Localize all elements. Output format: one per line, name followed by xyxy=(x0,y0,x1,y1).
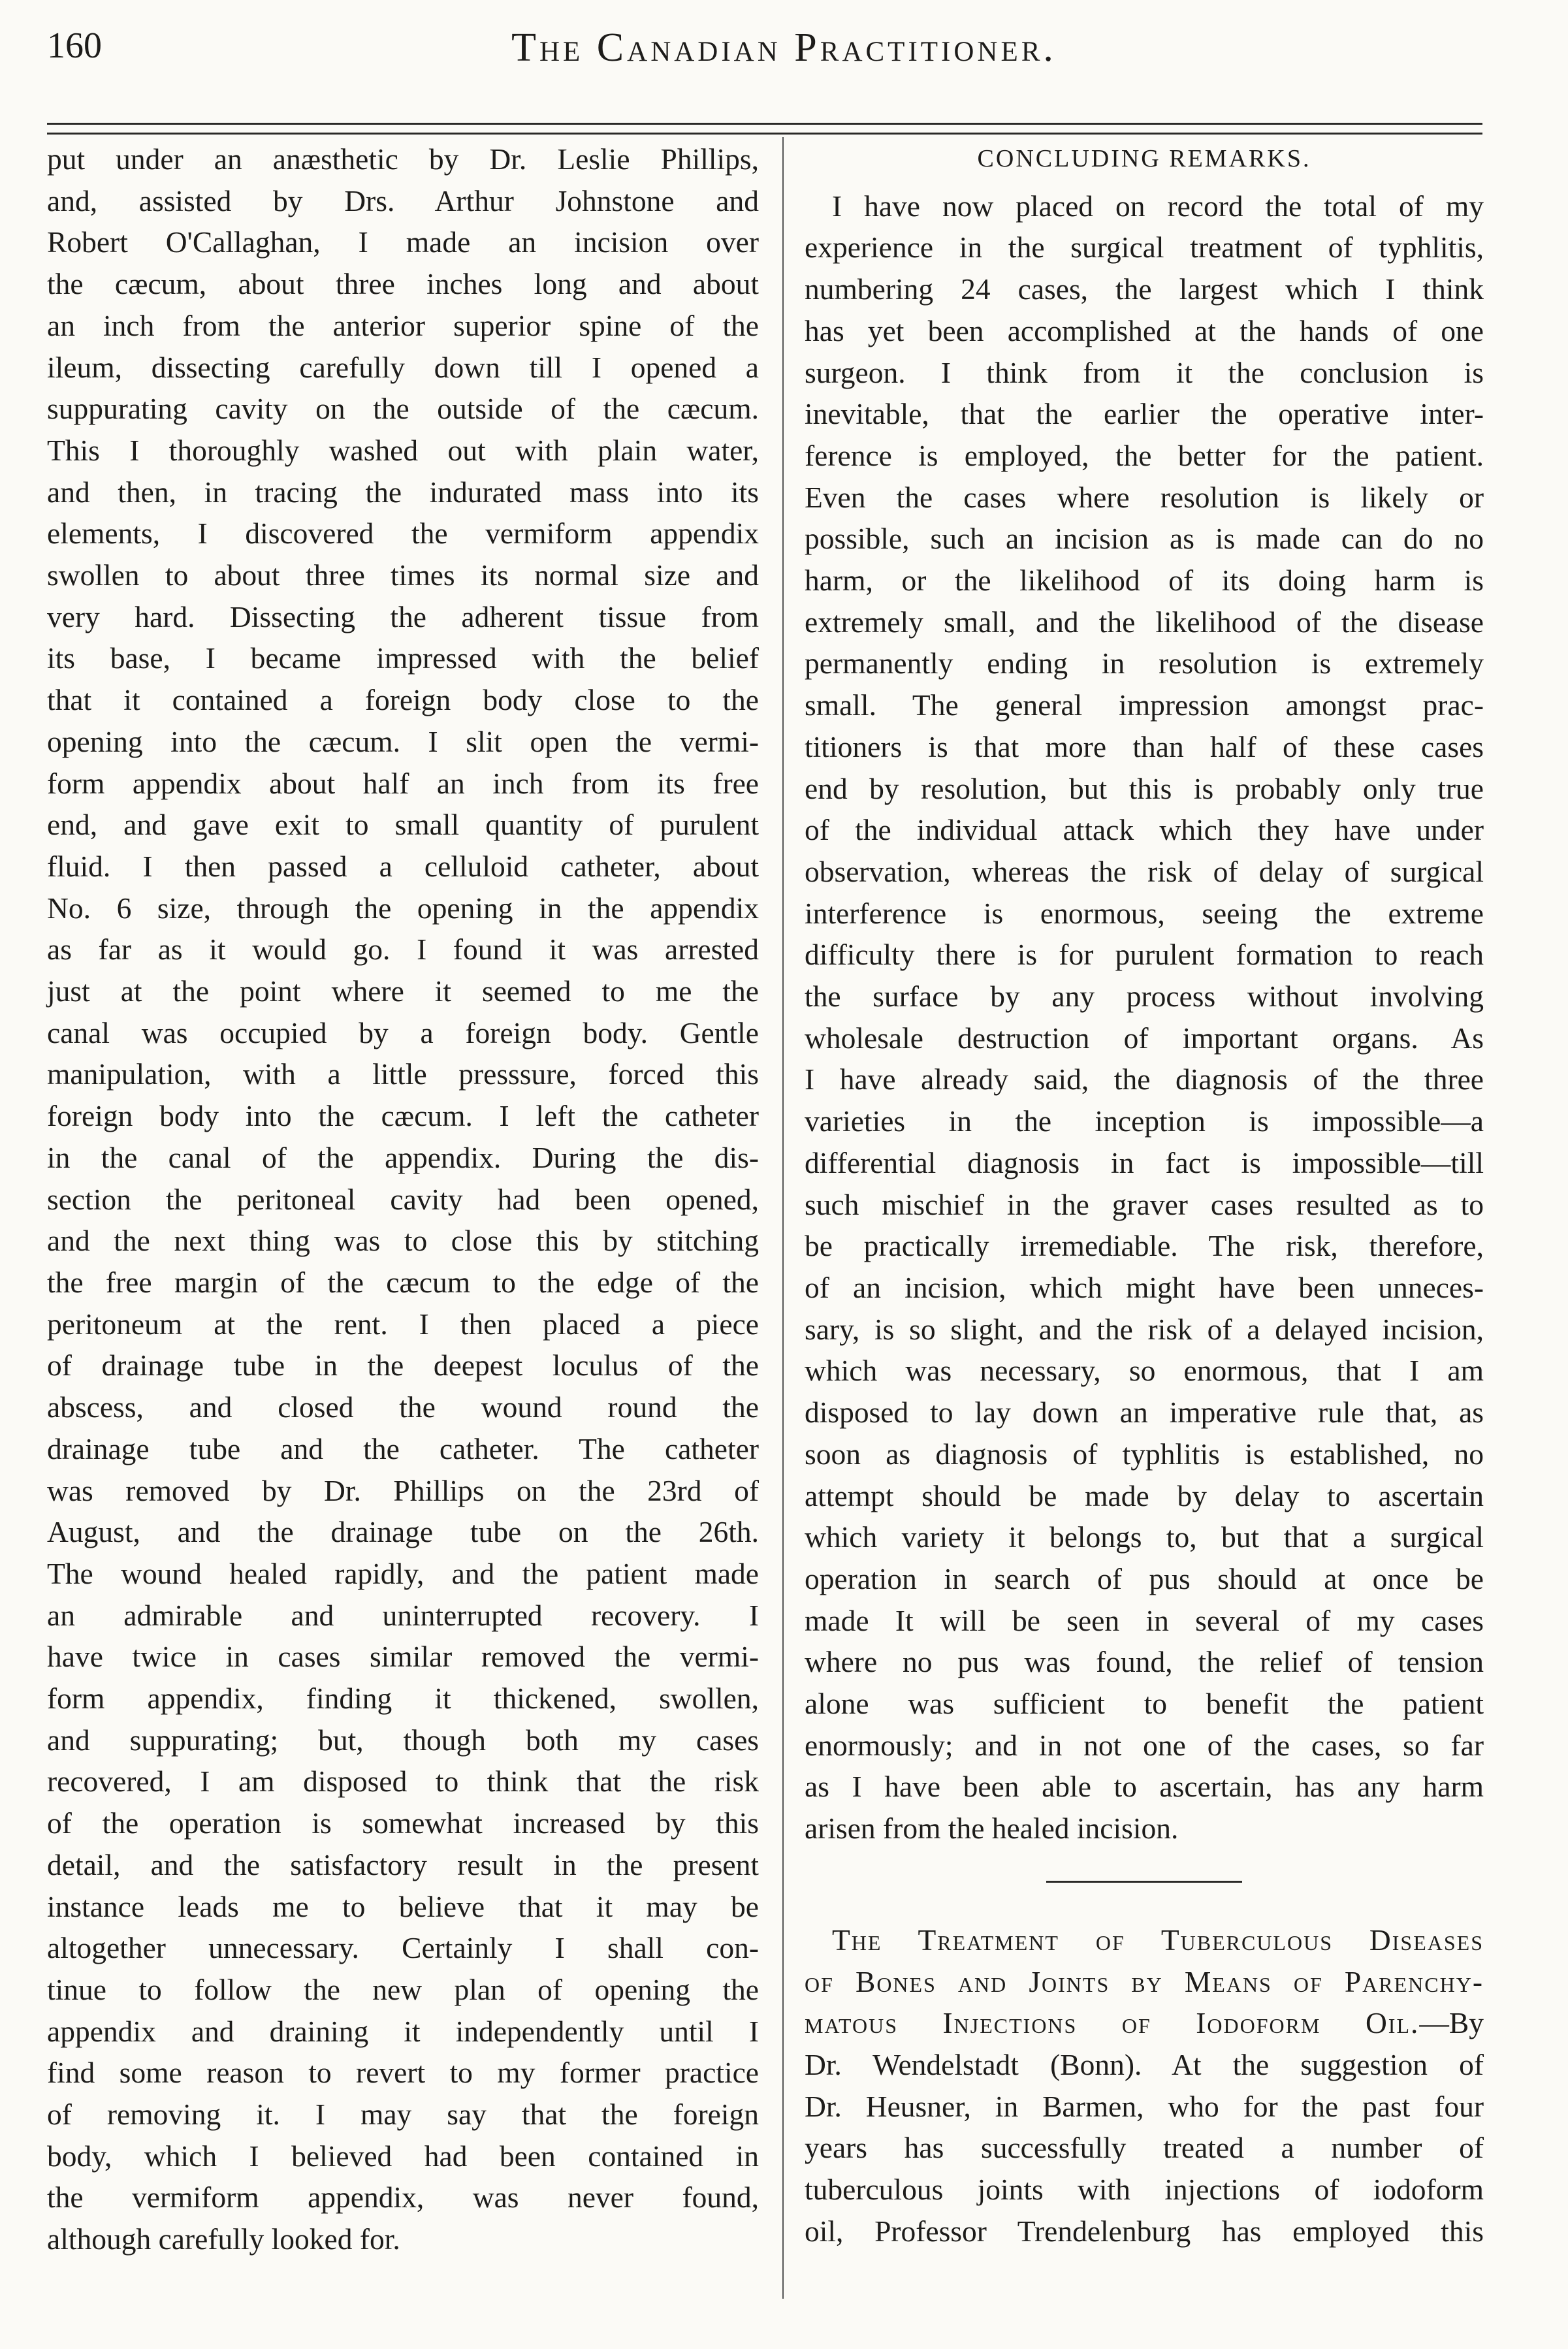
body-line: and then, in tracing the indurated mass into its xyxy=(47,475,759,509)
body-line: observation, whereas the risk of delay of surgical xyxy=(805,854,1484,888)
body-line: end by resolution, but this is probably only true xyxy=(805,771,1484,805)
article-title-line: The Treatment of Tuberculous Diseases xyxy=(832,1923,1484,1957)
article-title-line: matous Injections of Iodoform Oil.—By xyxy=(805,2006,1484,2040)
body-line: form appendix, finding it thickened, swollen, xyxy=(47,1682,759,1716)
body-line: sary, is so slight, and the risk of a delayed incision, xyxy=(805,1312,1484,1346)
body-line: end, and gave exit to small quantity of purulent xyxy=(47,808,759,842)
body-line: This I thoroughly washed out with plain water, xyxy=(47,433,759,467)
body-line: Dr. Heusner, in Barmen, who for the past four xyxy=(805,2089,1484,2123)
body-line: small. The general impression amongst prac- xyxy=(805,688,1484,722)
body-line: an admirable and uninterrupted recovery. I xyxy=(47,1598,759,1632)
body-line: and, assisted by Drs. Arthur Johnstone and xyxy=(47,184,759,217)
body-line: form appendix about half an inch from its free xyxy=(47,766,759,800)
body-line: which was necessary, so enormous, that I am xyxy=(805,1354,1484,1388)
body-line: Robert O'Callaghan, I made an incision over xyxy=(47,225,759,259)
body-line: soon as diagnosis of typhlitis is established, no xyxy=(805,1437,1484,1471)
body-line: find some reason to revert to my former practice xyxy=(47,2056,759,2090)
body-line: be practically irremediable. The risk, therefore, xyxy=(805,1229,1484,1263)
body-line: tinue to follow the new plan of opening the xyxy=(47,1972,759,2006)
body-line: differential diagnosis in fact is impossible—till xyxy=(805,1145,1484,1179)
header-rule-bottom xyxy=(47,133,1482,135)
body-line: has yet been accomplished at the hands of one xyxy=(805,313,1484,347)
body-line: appendix and draining it independently until I xyxy=(47,2014,759,2048)
body-line: put under an anæsthetic by Dr. Leslie Phillips, xyxy=(47,142,759,176)
body-line: recovered, I am disposed to think that the risk xyxy=(47,1765,759,1798)
body-line: difficulty there is for purulent formation to reach xyxy=(805,938,1484,972)
body-line: oil, Professor Trendelenburg has employed this xyxy=(805,2214,1484,2248)
body-line: that it contained a foreign body close to the xyxy=(47,683,759,717)
body-line: although carefully looked for. xyxy=(47,2222,400,2256)
body-line: body, which I believed had been contained in xyxy=(47,2139,759,2173)
body-line: permanently ending in resolution is extremely xyxy=(805,647,1484,680)
column-divider xyxy=(782,137,784,2299)
body-line: surgeon. I think from it the conclusion is xyxy=(805,355,1484,389)
body-line: Even the cases where resolution is likely or xyxy=(805,480,1484,514)
body-line: just at the point where it seemed to me the xyxy=(47,974,759,1008)
body-line: operation in search of pus should at once be xyxy=(805,1561,1484,1595)
body-line: interference is enormous, seeing the extreme xyxy=(805,896,1484,930)
header-rule-top xyxy=(47,123,1482,125)
body-line: foreign body into the cæcum. I left the catheter xyxy=(47,1099,759,1133)
section-separator-rule xyxy=(1046,1881,1242,1883)
body-line: I have now placed on record the total of my xyxy=(832,189,1484,223)
body-line: alone was sufficient to benefit the patient xyxy=(805,1687,1484,1721)
body-line: attempt should be made by delay to ascertain xyxy=(805,1478,1484,1512)
body-line: ileum, dissecting carefully down till I opened a xyxy=(47,350,759,384)
body-line: varieties in the inception is impossible—a xyxy=(805,1104,1484,1138)
body-line: titioners is that more than half of these cases xyxy=(805,729,1484,763)
body-line: wholesale destruction of important organs. As xyxy=(805,1021,1484,1055)
section-heading: CONCLUDING REMARKS. xyxy=(977,145,1311,172)
body-line: No. 6 size, through the opening in the appendix xyxy=(47,891,759,925)
body-line: of drainage tube in the deepest loculus of the xyxy=(47,1349,759,1382)
body-line: disposed to lay down an imperative rule that, as xyxy=(805,1396,1484,1430)
body-line: harm, or the likelihood of its doing harm is xyxy=(805,564,1484,598)
body-line: possible, such an incision as is made can do no xyxy=(805,522,1484,556)
body-line: Dr. Wendelstadt (Bonn). At the suggestion of xyxy=(805,2047,1484,2081)
body-line: drainage tube and the catheter. The catheter xyxy=(47,1431,759,1465)
body-line: of the operation is somewhat increased by this xyxy=(47,1806,759,1840)
body-line: the vermiform appendix, was never found, xyxy=(47,2181,759,2214)
body-line: elements, I discovered the vermiform appendix xyxy=(47,517,759,551)
body-line: the cæcum, about three inches long and about xyxy=(47,267,759,301)
body-line: where no pus was found, the relief of tension xyxy=(805,1645,1484,1679)
body-line: abscess, and closed the wound round the xyxy=(47,1390,759,1424)
article-title-line: of Bones and Joints by Means of Parenchy- xyxy=(805,1964,1484,1998)
body-line: very hard. Dissecting the adherent tissue from xyxy=(47,599,759,633)
body-line: peritoneum at the rent. I then placed a piece xyxy=(47,1307,759,1341)
body-line: such mischief in the graver cases resulted as to xyxy=(805,1187,1484,1221)
running-title: The Canadian Practitioner. xyxy=(511,25,1057,70)
body-line: the free margin of the cæcum to the edge of the xyxy=(47,1265,759,1299)
body-line: of an incision, which might have been unneces- xyxy=(805,1270,1484,1304)
body-line: I have already said, the diagnosis of the three xyxy=(805,1063,1484,1096)
body-line: inevitable, that the earlier the operative inter- xyxy=(805,397,1484,431)
body-line: and suppurating; but, though both my cases xyxy=(47,1723,759,1757)
body-line: instance leads me to believe that it may be xyxy=(47,1889,759,1923)
body-line: have twice in cases similar removed the vermi- xyxy=(47,1640,759,1674)
body-line: enormously; and in not one of the cases, so far xyxy=(805,1728,1484,1762)
body-line: suppurating cavity on the outside of the cæcum. xyxy=(47,392,759,426)
body-line: ference is employed, the better for the patient. xyxy=(805,438,1484,472)
body-line: August, and the drainage tube on the 26th. xyxy=(47,1515,759,1549)
body-line: years has successfully treated a number of xyxy=(805,2131,1484,2165)
body-line: section the peritoneal cavity had been opened, xyxy=(47,1182,759,1216)
body-line: experience in the surgical treatment of typhlitis, xyxy=(805,231,1484,264)
body-line: detail, and the satisfactory result in the present xyxy=(47,1847,759,1881)
left-column xyxy=(47,138,759,2260)
body-line: manipulation, with a little presssure, forced this xyxy=(47,1057,759,1091)
right-column xyxy=(805,138,1484,2252)
body-line: swollen to about three times its normal size and xyxy=(47,558,759,592)
body-line: an inch from the anterior superior spine of the xyxy=(47,308,759,342)
body-line: of removing it. I may say that the foreign xyxy=(47,2098,759,2132)
body-line: opening into the cæcum. I slit open the vermi- xyxy=(47,724,759,758)
body-line: the surface by any process without involving xyxy=(805,980,1484,1014)
body-line: was removed by Dr. Phillips on the 23rd of xyxy=(47,1473,759,1507)
body-line: The wound healed rapidly, and the patient made xyxy=(47,1556,759,1590)
body-line: which variety it belongs to, but that a surgical xyxy=(805,1520,1484,1554)
body-line: arisen from the healed incision. xyxy=(805,1812,1179,1846)
body-line: extremely small, and the likelihood of the disease xyxy=(805,605,1484,639)
body-line: and the next thing was to close this by stitching xyxy=(47,1224,759,1258)
body-line: its base, I became impressed with the belief xyxy=(47,641,759,675)
page-number: 160 xyxy=(47,25,102,66)
body-line: as far as it would go. I found it was arrested xyxy=(47,933,759,967)
body-line: canal was occupied by a foreign body. Gentle xyxy=(47,1015,759,1049)
body-line: fluid. I then passed a celluloid catheter, about xyxy=(47,849,759,883)
body-line: made It will be seen in several of my cases xyxy=(805,1603,1484,1637)
body-line: in the canal of the appendix. During the dis- xyxy=(47,1140,759,1174)
body-line: tuberculous joints with injections of iodoform xyxy=(805,2173,1484,2207)
body-line: as I have been able to ascertain, has any harm xyxy=(805,1770,1484,1804)
body-line: altogether unnecessary. Certainly I shall con- xyxy=(47,1931,759,1965)
body-line: numbering 24 cases, the largest which I think xyxy=(805,272,1484,306)
body-line: of the individual attack which they have under xyxy=(805,813,1484,847)
